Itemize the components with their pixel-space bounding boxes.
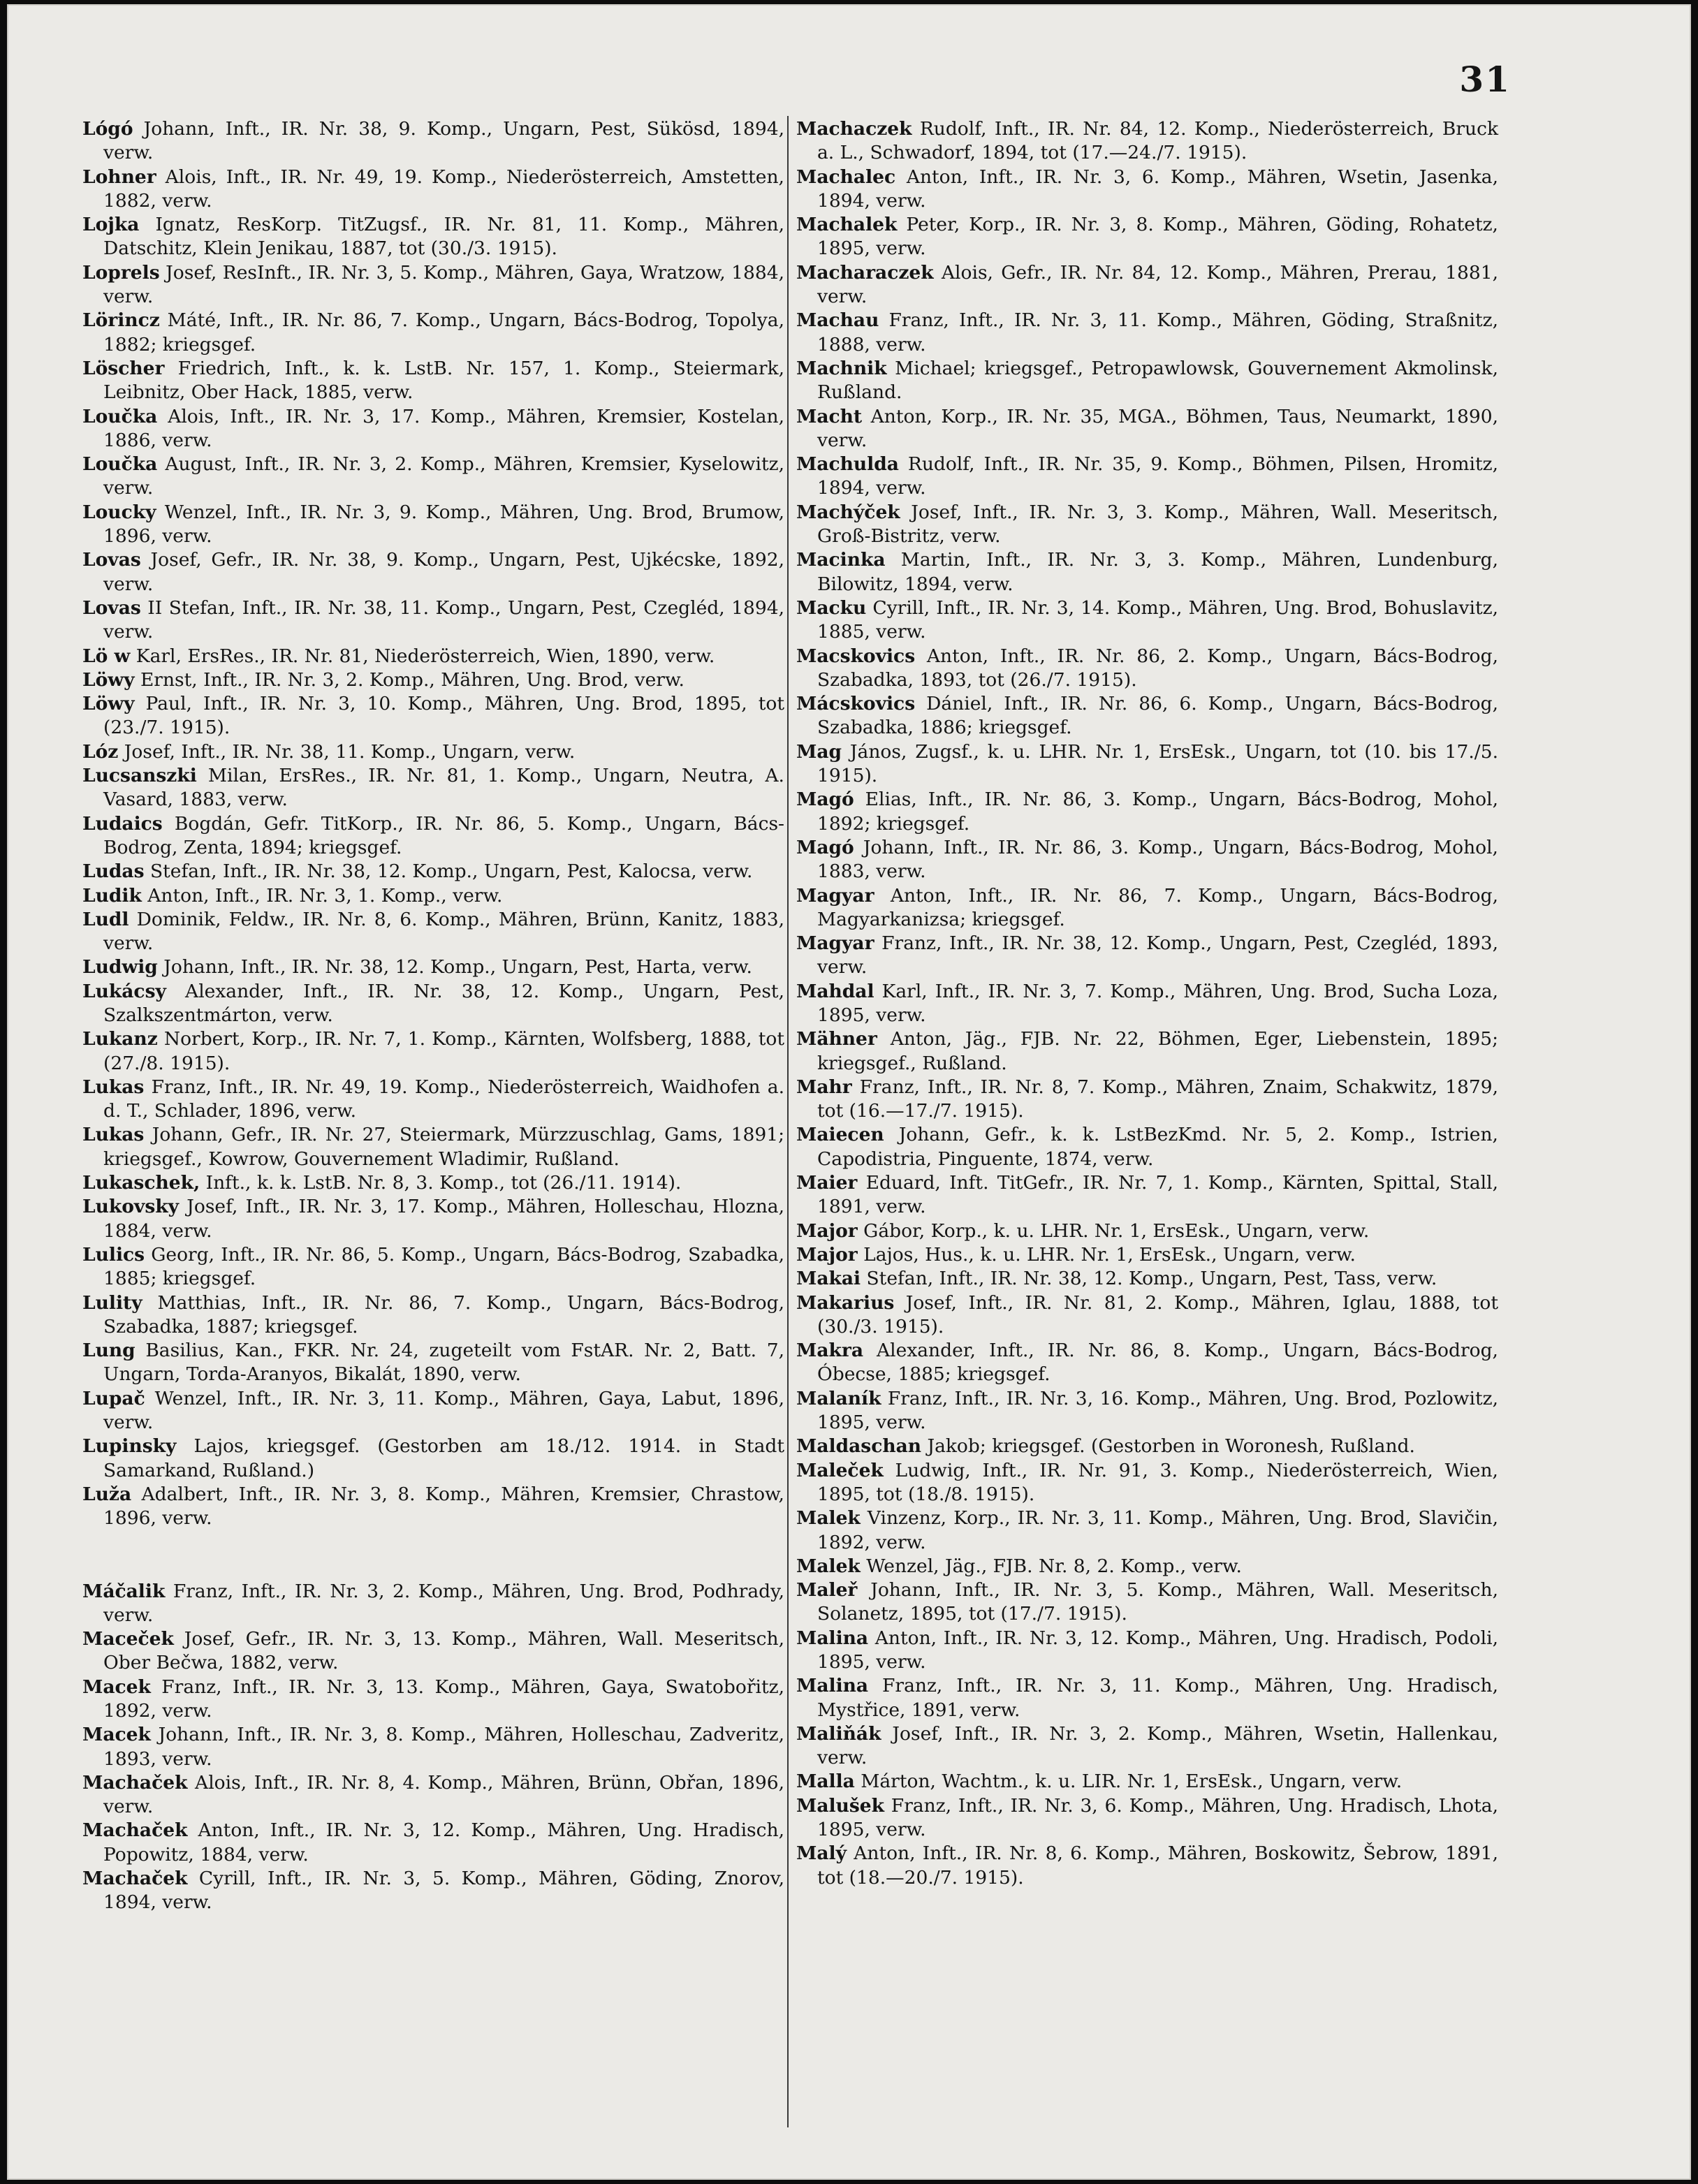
entry-details: Michael; kriegsgef., Petropawlowsk, Gouvernement Akmolinsk, Rußland. [817,357,1498,404]
entry-surname: Lörincz [82,309,160,332]
register-entry [82,1627,784,1676]
entry-surname: Malla [796,1771,855,1793]
entry-details: II Stefan, Inft., IR. Nr. 38, 11. Komp., Ungarn, Pest, Czegléd, 1894, verw. [103,596,784,643]
entry-details: Franz, Inft., IR. Nr. 38, 12. Komp., Ungarn, Pest, Czegléd, 1893, verw. [817,932,1498,979]
register-entry [796,166,1498,214]
entry-surname: Mahr [796,1076,852,1098]
entry-details: Máté, Inft., IR. Nr. 86, 7. Komp., Ungarn, Bács-Bodrog, Topolya, 1882; kriegsgef. [103,309,784,356]
entry-surname: Macek [82,1724,151,1746]
entry-surname: Lukácsy [82,980,166,1002]
left-column [82,117,784,1915]
entry-surname: Major [796,1243,858,1266]
entry-details: Cyrill, Inft., IR. Nr. 3, 5. Komp., Mähren, Göding, Znorov, 1894, verw. [103,1868,784,1914]
register-entry [796,1722,1498,1771]
register-entry [82,309,784,357]
entry-surname: Ludaics [82,812,163,835]
register-entry [796,117,1498,166]
entry-details: Milan, ErsRes., IR. Nr. 81, 1. Komp., Ungarn, Neutra, A. Vasard, 1883, verw. [103,765,784,811]
entry-surname: Machau [796,309,879,332]
entry-details: Franz, Inft., IR. Nr. 3, 16. Komp., Mähren, Ung. Brod, Pozlowitz, 1895, verw. [817,1387,1498,1434]
register-entry [796,1459,1498,1507]
register-entry [82,1819,784,1867]
entry-details: Johann, Inft., IR. Nr. 3, 8. Komp., Mähren, Holleschau, Zadveritz, 1893, verw. [103,1724,784,1770]
entry-details: Franz, Inft., IR. Nr. 49, 19. Komp., Niederösterreich, Waidhofen a. d. T., Schlader, 1896, verw. [103,1076,784,1122]
register-entry [82,645,784,668]
register-entry [82,1387,784,1435]
entry-details: Franz, Inft., IR. Nr. 3, 11. Komp., Mähren, Göding, Straßnitz, 1888, verw. [817,309,1498,356]
entry-details: Rudolf, Inft., IR. Nr. 35, 9. Komp., Böhmen, Pilsen, Hromitz, 1894, verw. [817,453,1498,499]
entry-details: Matthias, Inft., IR. Nr. 86, 7. Komp., Ungarn, Bács-Bodrog, Szabadka, 1887; kriegsgef. [103,1291,784,1337]
entry-surname: Macht [796,405,863,427]
entry-details: Elias, Inft., IR. Nr. 86, 3. Komp., Ungarn, Bács-Bodrog, Mohol, 1892; kriegsgef. [817,789,1498,835]
entry-surname: Machulda [796,453,899,476]
entry-details: Dániel, Inft., IR. Nr. 86, 6. Komp., Ungarn, Bács-Bodrog, Szabadka, 1886; kriegsgef. [817,693,1498,739]
register-entry [82,1723,784,1771]
entry-details: Johann, Inft., IR. Nr. 38, 9. Komp., Ungarn, Pest, Sükösd, 1894, verw. [103,118,784,164]
register-entry [796,548,1498,596]
entry-surname: Lovas [82,549,141,571]
register-entry [82,1291,784,1340]
entry-surname: Lupač [82,1387,145,1409]
register-entry [796,788,1498,836]
register-entry [796,1219,1498,1243]
entry-details: Josef, Inft., IR. Nr. 81, 2. Komp., Mähren, Iglau, 1888, tot (30./3. 1915). [817,1291,1498,1337]
entry-details: Anton, Korp., IR. Nr. 35, MGA., Böhmen, Taus, Neumarkt, 1890, verw. [817,405,1498,451]
register-entry [796,980,1498,1028]
entry-surname: Lohner [82,166,156,188]
entry-surname: Lupinsky [82,1435,177,1458]
entry-surname: Lung [82,1340,136,1362]
entry-details: Lajos, kriegsgef. (Gestorben am 18./12. 1914. in Stadt Samarkand, Rußland.) [103,1435,784,1481]
entry-surname: Ludl [82,908,129,930]
entry-surname: Maliňák [796,1722,881,1745]
entry-details: Franz, Inft., IR. Nr. 3, 13. Komp., Mähren, Gaya, Swatobořitz, 1892, verw. [103,1676,784,1722]
entry-surname: Loučka [82,405,158,427]
register-entry [796,1027,1498,1076]
entry-details: Josef, Inft., IR. Nr. 3, 2. Komp., Mähren, Wsetin, Hallenkau, verw. [817,1722,1498,1769]
entry-surname: Macskovics [796,645,916,667]
entry-details: János, Zugsf., k. u. LHR. Nr. 1, ErsEsk., Ungarn, tot (10. bis 17./5. 1915). [817,740,1498,787]
entry-surname: Magó [796,789,854,811]
register-entry [82,884,784,908]
entry-surname: Loucky [82,501,156,523]
register-entry [796,1076,1498,1124]
register-entry [82,453,784,501]
entry-surname: Malaník [796,1387,881,1409]
entry-surname: Lógó [82,118,133,140]
entry-details: August, Inft., IR. Nr. 3, 2. Komp., Mähren, Kremsier, Kyselowitz, verw. [103,453,784,499]
entry-details: Inft., k. k. LstB. Nr. 8, 3. Komp., tot (26./11. 1914). [200,1172,682,1194]
page-sheet [7,4,1691,2180]
entry-details: Anton, Inft., IR. Nr. 3, 12. Komp., Mähren, Ung. Hradisch, Podoli, 1895, verw. [817,1627,1498,1673]
entry-surname: Lukas [82,1076,145,1098]
entry-details: Eduard, Inft. TitGefr., IR. Nr. 7, 1. Komp., Kärnten, Spittal, Stall, 1891, verw. [817,1172,1498,1218]
entry-details: Alexander, Inft., IR. Nr. 86, 8. Komp., Ungarn, Bács-Bodrog, Óbecse, 1885; kriegsgef. [817,1340,1498,1386]
register-entry [796,309,1498,357]
entry-surname: Magyar [796,884,874,907]
register-entry [796,1243,1498,1267]
entry-details: Friedrich, Inft., k. k. LstB. Nr. 157, 1. Komp., Steiermark, Leibnitz, Ober Hack, 1885, verw. [103,357,784,404]
entry-surname: Löscher [82,357,165,379]
entry-details: Ernst, Inft., IR. Nr. 3, 2. Komp., Mähren, Ung. Brod, verw. [134,668,685,691]
entry-surname: Ludwig [82,956,158,979]
register-entry [82,1435,784,1483]
register-entry [82,980,784,1028]
entry-surname: Mag [796,740,842,763]
entry-surname: Machýček [796,501,900,523]
entry-details: Johann, Inft., IR. Nr. 38, 12. Komp., Ungarn, Pest, Harta, verw. [157,956,752,979]
register-entry [82,1483,784,1531]
column-divider [787,116,789,2127]
register-entry [82,1027,784,1076]
register-entry [82,908,784,956]
entry-details: Johann, Inft., IR. Nr. 86, 3. Komp., Ungarn, Bács-Bodrog, Mohol, 1883, verw. [817,836,1498,883]
entry-details: Ludwig, Inft., IR. Nr. 91, 3. Komp., Niederösterreich, Wien, 1895, tot (18./8. 1915). [817,1459,1498,1505]
register-entry [796,405,1498,453]
entry-surname: Malek [796,1507,861,1530]
entry-details: Stefan, Inft., IR. Nr. 38, 12. Komp., Ungarn, Pest, Kalocsa, verw. [144,860,753,883]
entry-surname: Magó [796,836,854,858]
register-entry [796,453,1498,501]
entry-details: Franz, Inft., IR. Nr. 3, 6. Komp., Mähren, Ung. Hradisch, Lhota, 1895, verw. [817,1794,1498,1841]
entry-surname: Löwy [82,693,135,715]
entry-details: Martin, Inft., IR. Nr. 3, 3. Komp., Mähren, Lundenburg, Bilowitz, 1894, verw. [817,549,1498,595]
entry-surname: Lukas [82,1124,145,1146]
register-entry [82,166,784,214]
entry-details: Basilius, Kan., FKR. Nr. 24, zugeteilt vom FstAR. Nr. 2, Batt. 7, Ungarn, Torda-Aranyos, Bikalát, 1890, verw. [103,1340,784,1386]
entry-surname: Malina [796,1675,869,1697]
entry-details: Anton, Inft., IR. Nr. 3, 1. Komp., verw. [141,884,503,907]
entry-details: Norbert, Korp., IR. Nr. 7, 1. Komp., Kärnten, Wolfsberg, 1888, tot (27./8. 1915). [103,1028,784,1074]
register-entry [796,1674,1498,1722]
entry-surname: Machaček [82,1819,188,1842]
entry-details: Paul, Inft., IR. Nr. 3, 10. Komp., Mähren, Ung. Brod, 1895, tot (23./7. 1915). [103,693,784,739]
entry-surname: Malina [796,1627,869,1649]
register-entry [82,1339,784,1387]
register-entry [796,261,1498,309]
entry-details: Stefan, Inft., IR. Nr. 38, 12. Komp., Ungarn, Pest, Tass, verw. [861,1268,1437,1290]
entry-surname: Luža [82,1483,132,1505]
entry-details: Vinzenz, Korp., IR. Nr. 3, 11. Komp., Mähren, Ung. Brod, Slavičin, 1892, verw. [817,1507,1498,1553]
entry-surname: Macharaczek [796,261,934,284]
register-entry [82,117,784,166]
entry-details: Anton, Inft., IR. Nr. 3, 12. Komp., Mähren, Ung. Hradisch, Popowitz, 1884, verw. [103,1819,784,1866]
register-entry [796,692,1498,740]
register-entry [82,548,784,596]
register-entry [82,213,784,261]
entry-surname: Lojka [82,214,140,236]
register-entry [82,596,784,645]
register-entry [796,645,1498,693]
entry-details: Alois, Inft., IR. Nr. 49, 19. Komp., Niederösterreich, Amstetten, 1882, verw. [103,166,784,212]
entry-details: Josef, Gefr., IR. Nr. 3, 13. Komp., Mähren, Wall. Meseritsch, Ober Bečwa, 1882, verw. [103,1628,784,1674]
entry-surname: Ludas [82,860,145,883]
page-number: 31 [1459,59,1511,100]
entry-details: Anton, Inft., IR. Nr. 3, 6. Komp., Mähren, Wsetin, Jasenka, 1894, verw. [817,166,1498,212]
register-entry [796,1842,1498,1890]
register-entry [82,812,784,860]
register-entry [82,1195,784,1243]
entry-surname: Máčalik [82,1580,166,1602]
entry-surname: Makra [796,1340,863,1362]
entry-surname: Machaček [82,1771,188,1794]
entry-details: Karl, Inft., IR. Nr. 3, 7. Komp., Mähren, Ung. Brod, Sucha Loza, 1895, verw. [817,980,1498,1026]
entry-details: Bogdán, Gefr. TitKorp., IR. Nr. 86, 5. Komp., Ungarn, Bács-Bodrog, Zenta, 1894; kriegsgef. [103,812,784,858]
register-entry [82,955,784,979]
entry-surname: Lö w [82,645,131,667]
entry-surname: Lukanz [82,1028,158,1050]
entry-details: Franz, Inft., IR. Nr. 3, 2. Komp., Mähren, Ung. Brod, Podhrady, verw. [103,1580,784,1626]
register-entry [796,1387,1498,1435]
entry-surname: Lukovsky [82,1196,180,1218]
entry-surname: Maleř [796,1579,858,1602]
entry-details: Josef, Inft., IR. Nr. 38, 11. Komp., Ungarn, verw. [118,740,576,763]
register-entry [82,764,784,812]
register-entry [82,1243,784,1291]
left-entries-m [82,1580,784,1915]
register-entry [796,501,1498,549]
entry-details: Franz, Inft., IR. Nr. 3, 11. Komp., Mähren, Ung. Hradisch, Mystřice, 1891, verw. [817,1675,1498,1721]
entry-details: Anton, Jäg., FJB. Nr. 22, Böhmen, Eger, Liebenstein, 1895; kriegsgef., Rußland. [817,1028,1498,1074]
entry-details: Josef, Inft., IR. Nr. 3, 17. Komp., Mähren, Holleschau, Hlozna, 1884, verw. [103,1196,784,1242]
entry-details: Alois, Inft., IR. Nr. 8, 4. Komp., Mähren, Brünn, Obřan, 1896, verw. [103,1771,784,1818]
register-entry [796,596,1498,645]
entry-surname: Malek [796,1555,861,1577]
register-entry [796,1770,1498,1794]
entry-surname: Lulity [82,1291,142,1314]
entry-surname: Lukaschek, [82,1172,200,1194]
entry-details: Wenzel, Inft., IR. Nr. 3, 9. Komp., Mähren, Ung. Brod, Brumow, 1896, verw. [103,501,784,548]
entry-details: Rudolf, Inft., IR. Nr. 84, 12. Komp., Niederösterreich, Bruck a. L., Schwadorf, 1894, tot (17.—24./7. 1915). [817,118,1498,164]
entry-surname: Machalek [796,214,898,236]
entry-details: Alexander, Inft., IR. Nr. 38, 12. Komp., Ungarn, Pest, Szalkszentmárton, verw. [103,980,784,1026]
entry-surname: Maiecen [796,1124,884,1146]
entry-details: Franz, Inft., IR. Nr. 8, 7. Komp., Mähren, Znaim, Schakwitz, 1879, tot (16.—17./7. 1915). [817,1076,1498,1122]
entry-surname: Löwy [82,668,135,691]
entry-details: Josef, ResInft., IR. Nr. 3, 5. Komp., Mähren, Gaya, Wratzow, 1884, verw. [103,261,784,308]
entry-details: Georg, Inft., IR. Nr. 86, 5. Komp., Ungarn, Bács-Bodrog, Szabadka, 1885; kriegsgef. [103,1243,784,1290]
register-entry [796,1435,1498,1458]
register-entry [796,1123,1498,1171]
register-entry [796,357,1498,405]
entry-surname: Loprels [82,261,160,284]
register-entry [796,1267,1498,1291]
register-entry [796,1171,1498,1219]
entry-details: Karl, ErsRes., IR. Nr. 81, Niederösterreich, Wien, 1890, verw. [130,645,715,667]
entry-surname: Lóz [82,740,119,763]
entry-surname: Maldaschan [796,1435,922,1458]
register-entry [796,1578,1498,1627]
register-entry [82,501,784,549]
entry-details: Wenzel, Jäg., FJB. Nr. 8, 2. Komp., verw. [860,1555,1242,1577]
entry-surname: Makai [796,1268,861,1290]
entry-surname: Machaczek [796,118,912,140]
register-entry [796,884,1498,932]
entry-details: Anton, Inft., IR. Nr. 8, 6. Komp., Mähren, Boskowitz, Šebrow, 1891, tot (18.—20./7. 1915). [817,1842,1498,1889]
entry-surname: Machnik [796,357,887,379]
register-entry [796,836,1498,884]
entry-details: Wenzel, Inft., IR. Nr. 3, 11. Komp., Mähren, Gaya, Labut, 1896, verw. [103,1387,784,1434]
entry-details: Peter, Korp., IR. Nr. 3, 8. Komp., Mähren, Göding, Rohatetz, 1895, verw. [817,214,1498,260]
register-entry [82,1676,784,1724]
entry-details: Johann, Inft., IR. Nr. 3, 5. Komp., Mähren, Wall. Meseritsch, Solanetz, 1895, tot (17./7. 1915). [817,1579,1498,1625]
entry-details: Jakob; kriegsgef. (Gestorben in Woronesh, Rußland. [921,1435,1415,1458]
register-entry [82,261,784,309]
entry-details: Josef, Inft., IR. Nr. 3, 3. Komp., Mähren, Wall. Meseritsch, Groß-Bistritz, verw. [817,501,1498,548]
entry-surname: Maier [796,1172,858,1194]
section-gap [82,1531,784,1580]
entry-surname: Major [796,1219,858,1242]
register-entry [796,1555,1498,1578]
entry-details: Dominik, Feldw., IR. Nr. 8, 6. Komp., Mähren, Brünn, Kanitz, 1883, verw. [103,908,784,955]
entry-details: Gábor, Korp., k. u. LHR. Nr. 1, ErsEsk., Ungarn, verw. [857,1219,1370,1242]
entry-surname: Loučka [82,453,158,476]
entry-surname: Magyar [796,932,874,955]
entry-details: Adalbert, Inft., IR. Nr. 3, 8. Komp., Mähren, Kremsier, Chrastow, 1896, verw. [103,1483,784,1530]
entry-details: Johann, Gefr., IR. Nr. 27, Steiermark, Mürzzuschlag, Gams, 1891; kriegsgef., Kowrow, Gouvernement Wladimir, Rußland. [103,1124,784,1170]
register-entry [82,405,784,453]
entry-surname: Maleček [796,1459,884,1481]
register-entry [82,1123,784,1171]
entry-surname: Lulics [82,1243,145,1266]
register-entry [796,1339,1498,1387]
entry-surname: Macek [82,1676,151,1698]
register-entry [82,692,784,740]
left-entries-l [82,117,784,1531]
right-entries-m [796,117,1498,1890]
register-entry [82,1076,784,1124]
entry-surname: Ludik [82,884,142,907]
entry-details: Johann, Gefr., k. k. LstBezKmd. Nr. 5, 2. Komp., Istrien, Capodistria, Pinguente, 1874, verw. [817,1124,1498,1170]
register-entry [82,668,784,692]
entry-surname: Malušek [796,1794,884,1817]
entry-details: Anton, Inft., IR. Nr. 86, 2. Komp., Ungarn, Bács-Bodrog, Szabadka, 1893, tot (26./7. 1915). [817,645,1498,691]
entry-surname: Mähner [796,1028,877,1050]
entry-details: Alois, Gefr., IR. Nr. 84, 12. Komp., Mähren, Prerau, 1881, verw. [817,261,1498,308]
register-entry [796,740,1498,789]
entry-details: Cyrill, Inft., IR. Nr. 3, 14. Komp., Mähren, Ung. Brod, Bohuslavitz, 1885, verw. [817,596,1498,643]
entry-details: Ignatz, ResKorp. TitZugsf., IR. Nr. 81, 11. Komp., Mähren, Datschitz, Klein Jenikau, 1887, tot (30./3. 1915). [103,214,784,260]
entry-surname: Lucsanszki [82,765,197,787]
entry-surname: Machaček [82,1868,188,1890]
entry-surname: Malý [796,1842,847,1865]
register-entry [796,1291,1498,1340]
register-entry [82,1580,784,1628]
entry-surname: Mahdal [796,980,874,1002]
entry-surname: Maceček [82,1628,174,1650]
entry-details: Alois, Inft., IR. Nr. 3, 17. Komp., Mähren, Kremsier, Kostelan, 1886, verw. [103,405,784,451]
entry-details: Lajos, Hus., k. u. LHR. Nr. 1, ErsEsk., Ungarn, verw. [857,1243,1356,1266]
entry-details: Josef, Gefr., IR. Nr. 38, 9. Komp., Ungarn, Pest, Ujkécske, 1892, verw. [103,549,784,595]
register-entry [82,1771,784,1819]
entry-details: Márton, Wachtm., k. u. LIR. Nr. 1, ErsEsk., Ungarn, verw. [854,1771,1403,1793]
entry-surname: Machalec [796,166,896,188]
right-column [796,117,1498,1890]
register-entry [796,1794,1498,1842]
register-entry [82,1867,784,1915]
register-entry [82,740,784,764]
register-entry [796,213,1498,261]
register-entry [82,860,784,884]
register-entry [796,1507,1498,1555]
register-entry [82,1171,784,1195]
entry-surname: Mácskovics [796,693,916,715]
entry-surname: Makarius [796,1291,895,1314]
register-entry [796,932,1498,980]
entry-surname: Macku [796,596,867,619]
register-entry [82,357,784,405]
entry-surname: Lovas [82,596,141,619]
register-entry [796,1627,1498,1675]
entry-surname: Macinka [796,549,886,571]
entry-details: Anton, Inft., IR. Nr. 86, 7. Komp., Ungarn, Bács-Bodrog, Magyarkanizsa; kriegsgef. [817,884,1498,930]
